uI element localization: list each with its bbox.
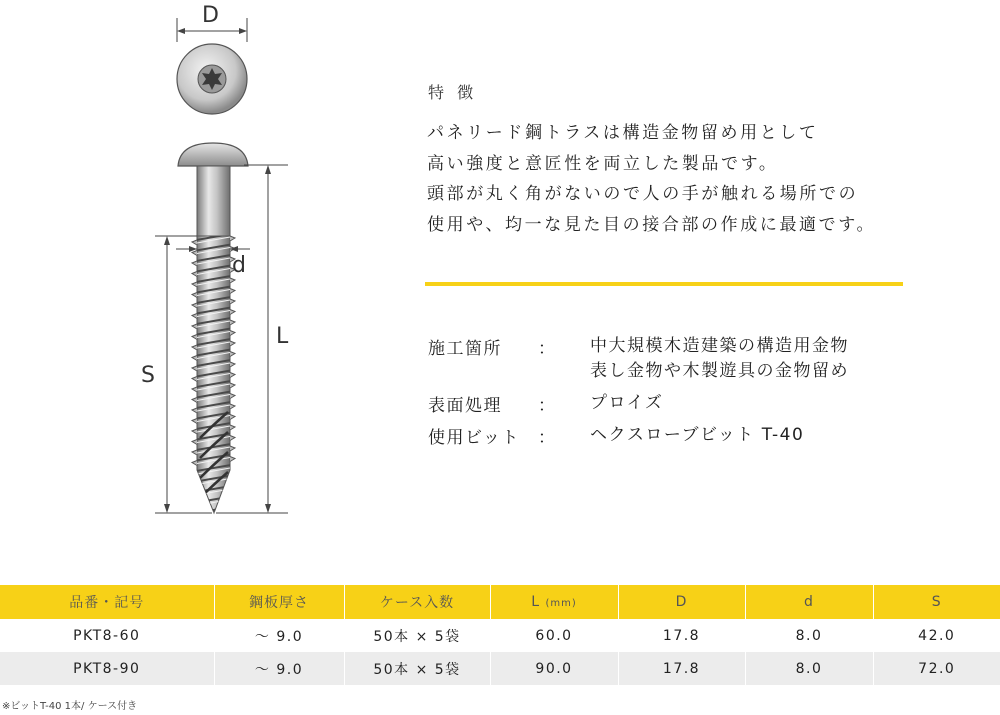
spec-value-line: プロイズ xyxy=(590,393,664,413)
header-S: S xyxy=(873,585,1000,619)
thread-crest xyxy=(230,362,235,367)
thread-crest xyxy=(192,261,197,266)
features-line: 高い強度と意匠性を両立した製品です。 xyxy=(427,153,779,174)
label-L: L xyxy=(276,324,289,349)
thread-crest xyxy=(230,373,235,378)
thread-crest xyxy=(192,440,197,445)
thread-crest xyxy=(192,377,197,382)
cell-product-code: PKT8-90 xyxy=(0,652,214,685)
spec-colon: ： xyxy=(538,396,557,416)
thread-crest xyxy=(192,335,197,340)
product-table xyxy=(0,585,1000,685)
thread-crest xyxy=(230,404,235,409)
header-product-code: 品番・記号 xyxy=(0,585,214,619)
thread-crest xyxy=(192,293,197,298)
thread-crest xyxy=(192,356,197,361)
table-header-row xyxy=(0,585,1000,619)
cell-S: 42.0 xyxy=(873,619,1000,652)
thread-crest xyxy=(192,461,197,466)
cell-L: 90.0 xyxy=(490,652,618,685)
thread-crest xyxy=(192,429,197,434)
cell-plate-thickness: ～ 9.0 xyxy=(214,652,344,685)
thread-crest xyxy=(192,366,197,371)
cell-plate-thickness: ～ 9.0 xyxy=(214,619,344,652)
thread-crest xyxy=(230,352,235,357)
spec-colon: ： xyxy=(538,339,557,359)
features-line: 頭部が丸く角がないので人の手が触れる場所での xyxy=(427,184,859,204)
footnote: ※ビットT-40 1本/ ケース付き xyxy=(2,701,138,712)
thread-crest xyxy=(230,289,235,294)
thread-crest xyxy=(192,387,197,392)
spec-value xyxy=(590,334,849,384)
table-row xyxy=(0,652,1000,685)
thread-crest xyxy=(230,236,235,241)
thread-crest xyxy=(192,324,197,329)
thread-crest xyxy=(230,278,235,283)
header-L: L (mm) xyxy=(490,585,618,619)
thread-crest xyxy=(192,419,197,424)
cell-D: 17.8 xyxy=(618,652,745,685)
thread-crest xyxy=(192,282,197,287)
label-D: D xyxy=(202,3,219,28)
thread-crest xyxy=(230,457,235,462)
spec-value-line: 表し金物や木製遊具の金物留め xyxy=(590,361,849,381)
thread-crest xyxy=(230,331,235,336)
features-description xyxy=(427,118,876,240)
spec-value-line: ヘクスローブビット T-40 xyxy=(590,425,805,445)
cell-product-code: PKT8-60 xyxy=(0,619,214,652)
cell-case-quantity: 50本 × 5袋 xyxy=(344,619,490,652)
cell-L: 60.0 xyxy=(490,619,618,652)
screw-head-top-view xyxy=(177,44,247,114)
spec-key: 表面処理 xyxy=(428,396,502,416)
thread-crest xyxy=(192,408,197,413)
cell-case-quantity: 50本 × 5袋 xyxy=(344,652,490,685)
spec-key: 使用ビット xyxy=(428,428,520,448)
yellow-divider xyxy=(425,282,903,286)
thread-crest xyxy=(230,394,235,399)
thread-crest xyxy=(192,303,197,308)
cell-D: 17.8 xyxy=(618,619,745,652)
label-d: d xyxy=(232,253,246,278)
header-d: d xyxy=(745,585,873,619)
spec-value xyxy=(590,423,804,448)
thread-crest xyxy=(192,398,197,403)
cell-S: 72.0 xyxy=(873,652,1000,685)
spec-key: 施工箇所 xyxy=(428,339,502,359)
thread-crest xyxy=(230,425,235,430)
thread-crest xyxy=(192,272,197,277)
spec-value xyxy=(590,391,663,416)
header-D: D xyxy=(618,585,745,619)
screw-side-view xyxy=(178,143,248,516)
header-case-quantity: ケース入数 xyxy=(344,585,490,619)
thread-crest xyxy=(230,310,235,315)
thread-crest xyxy=(192,251,197,256)
thread-crest xyxy=(230,341,235,346)
table-row xyxy=(0,619,1000,652)
dimension-D xyxy=(177,3,247,42)
thread-crest xyxy=(230,320,235,325)
thread-crest xyxy=(230,436,235,441)
thread-crest xyxy=(192,450,197,455)
header-plate-thickness: 鋼板厚さ xyxy=(214,585,344,619)
thread-crest xyxy=(230,446,235,451)
thread-crest xyxy=(192,314,197,319)
features-title: 特 徴 xyxy=(428,83,478,102)
thread-crest xyxy=(230,415,235,420)
spec-colon: ： xyxy=(538,428,557,448)
thread-crest xyxy=(230,299,235,304)
features-line: 使用や、均一な見た目の接合部の作成に最適です。 xyxy=(427,214,877,235)
cell-d: 8.0 xyxy=(745,619,873,652)
thread-crest xyxy=(192,345,197,350)
cell-d: 8.0 xyxy=(745,652,873,685)
spec-value-line: 中大規模木造建築の構造用金物 xyxy=(590,336,849,356)
label-S: S xyxy=(141,363,155,388)
thread-crest xyxy=(192,240,197,245)
thread-crest xyxy=(230,383,235,388)
features-line: パネリード鋼トラスは構造金物留め用として xyxy=(427,123,819,143)
screw-drawing xyxy=(0,0,330,530)
header-unit: (mm) xyxy=(545,598,577,609)
